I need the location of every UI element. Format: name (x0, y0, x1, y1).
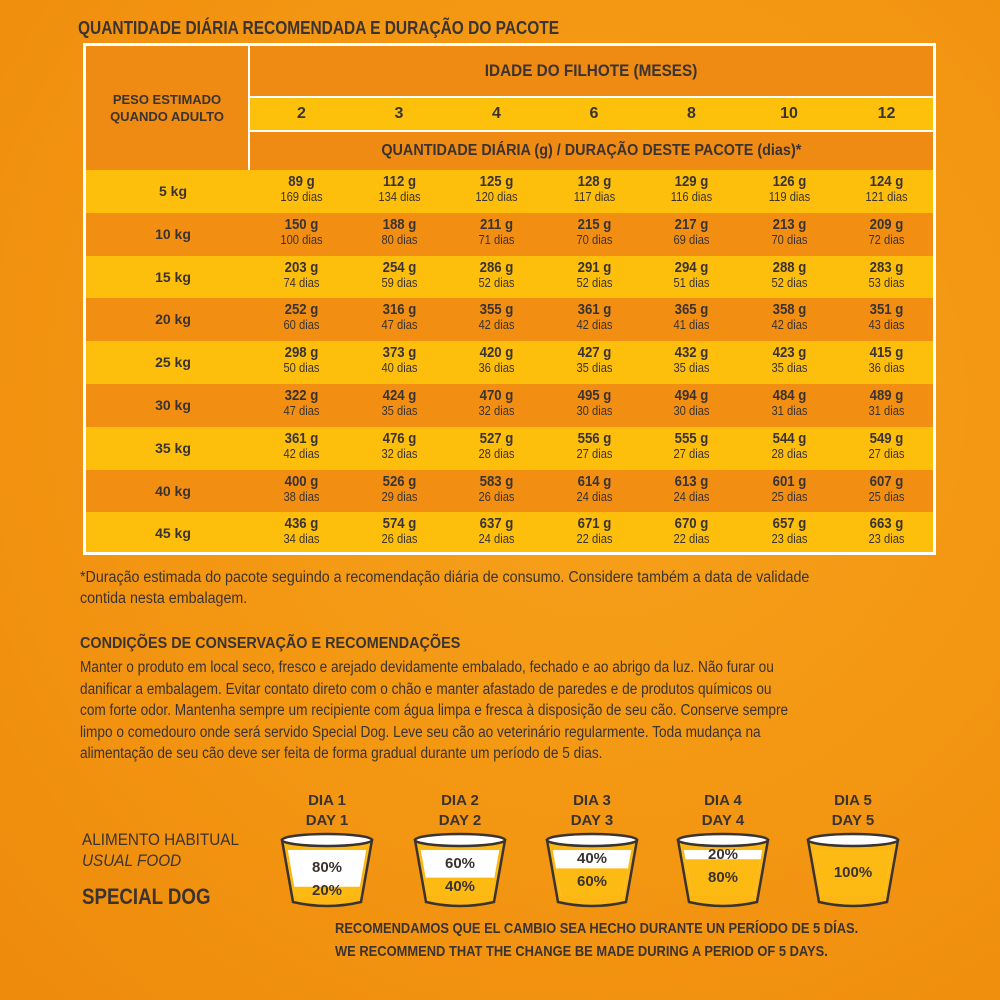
table-cell (448, 174, 545, 204)
daily-grams: 424 g (382, 387, 416, 404)
daily-grams: 415 g (869, 344, 904, 362)
package-days: 52 dias (770, 274, 808, 290)
bowl-rim (282, 834, 372, 846)
package-days: 36 dias (478, 360, 515, 376)
table-cell (741, 302, 838, 332)
day-label (405, 791, 515, 831)
table-cell (546, 302, 643, 332)
table-cell (253, 174, 350, 204)
package-days: 119 dias (768, 189, 810, 204)
daily-grams: 423 g (772, 344, 806, 362)
bowl-rim (547, 834, 637, 846)
row-weight: 30 kg (155, 397, 191, 413)
daily-grams: 286 g (479, 258, 514, 276)
month-header: 10 (780, 105, 798, 122)
package-days: 72 dias (868, 231, 905, 247)
package-days: 32 dias (380, 445, 418, 461)
table-cell (448, 302, 545, 332)
package-days: 40 dias (380, 360, 418, 376)
table-cell (546, 474, 643, 504)
day-label-en: DAY 4 (701, 812, 745, 829)
package-days: 52 dias (575, 274, 613, 290)
package-days: 59 dias (380, 274, 418, 290)
daily-grams: 252 g (284, 301, 319, 319)
daily-grams: 124 g (869, 173, 904, 190)
row-weight: 20 kg (155, 311, 191, 328)
daily-grams: 670 g (674, 515, 709, 533)
table-cell (643, 431, 740, 461)
daily-grams: 112 g (382, 173, 416, 190)
package-days: 29 dias (380, 488, 418, 504)
package-days: 31 dias (868, 403, 905, 418)
daily-grams: 209 g (869, 215, 904, 233)
package-days: 28 dias (770, 445, 808, 461)
daily-grams: 427 g (577, 344, 611, 362)
table-cell (643, 388, 740, 418)
table-cell (643, 302, 740, 332)
daily-grams: 351 g (869, 301, 904, 319)
bowl-graphic (542, 828, 642, 908)
table-cell (448, 431, 545, 461)
table-cell (448, 388, 545, 418)
daily-grams: 361 g (577, 301, 611, 319)
food-bowl (277, 828, 377, 908)
usual-food-percent: 60% (444, 854, 476, 872)
table-cell (643, 516, 740, 546)
daily-grams: 294 g (674, 258, 709, 276)
daily-grams: 213 g (772, 215, 806, 233)
daily-grams: 150 g (284, 215, 319, 233)
table-cell (546, 345, 643, 375)
table-cell (448, 217, 545, 247)
package-days: 36 dias (868, 360, 905, 376)
months-row (250, 96, 933, 132)
table-cell (351, 217, 448, 247)
recommendation-en-text: WE RECOMMEND THAT THE CHANGE BE MADE DURING A PERIOD OF 5 DAYS. (335, 943, 828, 960)
daily-grams: 322 g (284, 387, 319, 404)
daily-grams: 188 g (382, 215, 416, 233)
table-cell (741, 174, 838, 204)
footnote-line: *Duração estimada do pacote seguindo a recomendação diária de consumo. Considere também a data de validade (80, 569, 810, 586)
package-days: 23 dias (770, 531, 808, 547)
daily-grams: 254 g (382, 258, 416, 276)
package-days: 27 dias (575, 445, 613, 461)
package-days: 120 dias (475, 189, 518, 204)
package-days: 47 dias (283, 403, 320, 418)
package-days: 35 dias (673, 360, 710, 376)
table-row (86, 427, 933, 470)
daily-grams: 495 g (577, 387, 611, 404)
month-header: 2 (297, 105, 306, 122)
daily-grams: 614 g (577, 472, 611, 490)
table-cell (253, 474, 350, 504)
month-header: 6 (589, 105, 599, 122)
package-days: 69 dias (673, 231, 710, 247)
usual-food-pt: ALIMENTO HABITUAL (82, 830, 240, 849)
package-days: 41 dias (673, 317, 710, 333)
day-label-en: DAY 2 (438, 812, 482, 829)
conditions-line: limpo o comedouro onde será servido Special Dog. Leve seu cão ao veterinário regularmente. Toda mudança na (80, 723, 761, 741)
table-cell (351, 388, 448, 418)
month-header: 8 (687, 105, 696, 122)
daily-grams: 400 g (284, 472, 319, 490)
package-days: 32 dias (478, 403, 515, 418)
table-cell (838, 260, 935, 290)
table-cell (643, 174, 740, 204)
day-label (798, 791, 908, 831)
daily-grams: 355 g (479, 301, 514, 319)
age-header (250, 46, 933, 96)
bowl-rim (808, 834, 898, 846)
package-days: 22 dias (673, 531, 710, 547)
package-days: 121 dias (865, 189, 908, 204)
table-cell (253, 516, 350, 546)
table-cell (351, 345, 448, 375)
table-cell (838, 174, 935, 204)
package-days: 70 dias (575, 231, 613, 247)
package-days: 117 dias (573, 189, 615, 204)
table-cell (253, 260, 350, 290)
daily-grams: 215 g (577, 215, 611, 233)
table-cell (351, 474, 448, 504)
package-days: 26 dias (478, 488, 515, 504)
usual-food-en: USUAL FOOD (82, 851, 182, 870)
daily-grams: 298 g (284, 344, 319, 362)
row-weight: 45 kg (155, 525, 191, 542)
food-bowl (542, 828, 642, 908)
package-days: 25 dias (770, 488, 808, 504)
day-label-pt: DIA 4 (704, 792, 742, 809)
table-cell (838, 474, 935, 504)
conditions-text (80, 657, 915, 765)
table-cell (838, 217, 935, 247)
daily-grams: 526 g (382, 472, 416, 490)
table-cell (741, 260, 838, 290)
daily-grams: 556 g (577, 429, 611, 447)
package-days: 60 dias (283, 317, 320, 333)
recommendation-es (335, 920, 975, 937)
row-weight: 25 kg (155, 354, 191, 371)
table-cell (838, 388, 935, 418)
table-cell (253, 345, 350, 375)
food-bowl (410, 828, 510, 908)
daily-grams: 657 g (772, 515, 806, 533)
table-cell (741, 345, 838, 375)
table-row (86, 213, 933, 256)
special-dog-percent: 80% (707, 868, 739, 886)
table-row (86, 384, 933, 427)
package-days: 43 dias (868, 317, 905, 333)
table-cell (546, 260, 643, 290)
usual-food-percent: 80% (311, 859, 343, 877)
table-cell (643, 217, 740, 247)
conditions-title: CONDIÇÕES DE CONSERVAÇÃO E RECOMENDAÇÕES (80, 635, 461, 652)
food-bowl (673, 828, 773, 908)
day-label-pt: DIA 1 (308, 792, 346, 809)
row-weight: 5 kg (158, 183, 187, 199)
special-dog-percent: 60% (576, 873, 608, 891)
package-days: 27 dias (673, 445, 710, 461)
month-header: 12 (877, 105, 896, 122)
package-days: 47 dias (380, 317, 418, 333)
month-header: 3 (394, 105, 404, 122)
package-days: 42 dias (575, 317, 613, 333)
package-days: 53 dias (868, 274, 905, 290)
daily-grams: 217 g (674, 215, 709, 233)
package-days: 100 dias (280, 231, 323, 247)
daily-grams: 125 g (479, 173, 514, 190)
table-cell (351, 516, 448, 546)
table-cell (741, 388, 838, 418)
conditions-line: Manter o produto em local seco, fresco e arejado devidamente embalado, fechado e ao abrigo da luz. Não furar ou (80, 659, 774, 676)
special-dog-percent: 40% (444, 877, 476, 895)
package-days: 26 dias (380, 531, 418, 547)
usual-food-percent: 40% (576, 850, 608, 868)
recommendation-es-text: RECOMENDAMOS QUE EL CAMBIO SEA HECHO DURANTE UN PERÍODO DE 5 DÍAS. (335, 920, 859, 937)
footnote (80, 567, 930, 609)
conditions-line: com forte odor. Mantenha sempre um recipiente com água limpa e fresca à disposição de seu cão. Conserve sempre (80, 702, 789, 719)
footnote-line: contida nesta embalagem. (80, 590, 248, 607)
table-row (86, 512, 933, 555)
package-days: 34 dias (283, 531, 320, 547)
weight-column-header (86, 46, 250, 170)
table-cell (546, 174, 643, 204)
package-days: 24 dias (673, 488, 710, 504)
daily-grams: 436 g (284, 515, 319, 533)
table-cell (448, 516, 545, 546)
table-cell (838, 516, 935, 546)
daily-grams: 89 g (288, 173, 315, 190)
age-header-text: IDADE DO FILHOTE (MESES) (485, 61, 698, 80)
table-row (86, 256, 933, 299)
daily-grams: 555 g (674, 429, 709, 447)
daily-grams: 316 g (382, 301, 416, 319)
weight-column-header-text: PESO ESTIMADO QUANDO ADULTO (110, 92, 224, 124)
table-row (86, 470, 933, 513)
table-cell (253, 388, 350, 418)
package-days: 80 dias (380, 231, 418, 247)
daily-grams: 358 g (772, 301, 806, 319)
table-cell (351, 260, 448, 290)
package-days: 24 dias (575, 488, 613, 504)
day-label (668, 791, 778, 831)
daily-grams: 663 g (869, 515, 904, 533)
page-title-text: QUANTIDADE DIÁRIA RECOMENDADA E DURAÇÃO DO PACOTE (78, 18, 560, 38)
row-weight: 40 kg (155, 482, 191, 499)
table-cell (741, 431, 838, 461)
table-cell (741, 217, 838, 247)
package-days: 24 dias (478, 531, 515, 547)
table-cell (643, 260, 740, 290)
daily-grams: 544 g (772, 429, 806, 447)
package-days: 42 dias (283, 445, 320, 461)
usual-food-label (82, 829, 256, 871)
daily-grams: 470 g (479, 387, 514, 404)
package-days: 30 dias (575, 403, 613, 418)
package-days: 28 dias (478, 445, 515, 461)
table-row (86, 170, 933, 213)
row-weight: 10 kg (155, 225, 191, 242)
feeding-table (83, 43, 936, 555)
daily-grams: 637 g (479, 515, 514, 533)
day-label-pt: DIA 5 (834, 792, 872, 809)
daily-grams: 432 g (674, 344, 709, 362)
package-days: 35 dias (380, 403, 418, 418)
daily-grams: 607 g (869, 472, 904, 490)
package-days: 74 dias (283, 274, 320, 290)
daily-grams: 613 g (674, 472, 709, 490)
row-weight: 15 kg (155, 268, 191, 285)
daily-grams: 361 g (284, 429, 319, 447)
table-cell (546, 217, 643, 247)
conditions-line: danificar a embalagem. Evitar contato direto com o chão e manter afastado de paredes e de produtos químicos ou (80, 680, 772, 698)
daily-grams: 484 g (772, 387, 806, 404)
daily-grams: 373 g (382, 344, 416, 362)
daily-grams: 291 g (577, 258, 611, 276)
table-cell (643, 345, 740, 375)
daily-grams: 583 g (479, 472, 514, 490)
day-label-en: DAY 5 (831, 812, 875, 829)
recommendation-en (335, 943, 975, 960)
daily-grams: 283 g (869, 258, 904, 276)
package-days: 23 dias (868, 531, 905, 547)
table-cell (838, 431, 935, 461)
package-days: 42 dias (478, 317, 515, 333)
daily-grams: 129 g (674, 173, 709, 190)
daily-grams: 211 g (479, 215, 514, 233)
table-cell (643, 474, 740, 504)
table-cell (253, 302, 350, 332)
page-title (78, 18, 637, 39)
daily-grams: 671 g (577, 515, 611, 533)
package-days: 42 dias (770, 317, 808, 333)
daily-grams: 420 g (479, 344, 514, 362)
daily-grams: 494 g (674, 387, 709, 404)
table-row (86, 341, 933, 384)
table-cell (838, 345, 935, 375)
package-days: 22 dias (575, 531, 613, 547)
daily-grams: 126 g (772, 173, 806, 190)
special-dog-percent: 100% (833, 864, 873, 881)
table-cell (546, 431, 643, 461)
package-days: 35 dias (575, 360, 613, 376)
table-cell (253, 217, 350, 247)
table-cell (253, 431, 350, 461)
quantity-header-text: QUANTIDADE DIÁRIA (g) / DURAÇÃO DESTE PACOTE (dias)* (381, 142, 802, 159)
special-dog-percent: 20% (311, 882, 343, 900)
daily-grams: 128 g (577, 173, 611, 190)
package-days: 169 dias (280, 189, 323, 204)
table-cell (741, 474, 838, 504)
table-cell (351, 431, 448, 461)
package-days: 70 dias (770, 231, 808, 247)
day-label-pt: DIA 2 (441, 792, 479, 809)
bowl-rim (415, 834, 505, 846)
daily-grams: 489 g (869, 387, 904, 404)
table-row (86, 298, 933, 341)
conditions-line: alimentação de seu cão deve ser feita de forma gradual durante um período de 5 dias. (80, 745, 603, 762)
month-header: 4 (492, 105, 501, 122)
table-cell (741, 516, 838, 546)
package-days: 50 dias (283, 360, 320, 376)
row-weight: 35 kg (155, 439, 191, 456)
usual-food-percent: 20% (707, 845, 739, 863)
daily-grams: 601 g (772, 472, 806, 490)
table-cell (546, 388, 643, 418)
daily-grams: 365 g (674, 301, 709, 319)
package-days: 27 dias (868, 445, 905, 461)
table-cell (351, 174, 448, 204)
package-days: 71 dias (478, 231, 515, 247)
brand-label: SPECIAL DOG (82, 884, 211, 909)
bowl-rim (678, 834, 768, 846)
package-days: 35 dias (770, 360, 808, 376)
daily-grams: 549 g (869, 429, 904, 447)
food-bowl (803, 828, 903, 908)
package-days: 134 dias (377, 189, 421, 204)
day-label (537, 791, 647, 831)
table-cell (448, 345, 545, 375)
package-days: 31 dias (770, 403, 808, 418)
package-days: 30 dias (673, 403, 710, 418)
day-label-en: DAY 3 (570, 812, 614, 829)
table-cell (546, 516, 643, 546)
daily-grams: 288 g (772, 258, 806, 276)
package-days: 38 dias (283, 488, 320, 504)
daily-grams: 476 g (382, 429, 416, 447)
table-cell (351, 302, 448, 332)
table-cell (448, 474, 545, 504)
day-label-pt: DIA 3 (573, 792, 611, 809)
package-days: 51 dias (673, 274, 710, 290)
day-label (272, 791, 382, 831)
table-cell (448, 260, 545, 290)
table-cell (838, 302, 935, 332)
package-days: 116 dias (670, 189, 713, 204)
package-days: 52 dias (478, 274, 515, 290)
daily-grams: 574 g (382, 515, 416, 533)
package-days: 25 dias (868, 488, 905, 504)
daily-grams: 203 g (284, 258, 319, 276)
quantity-header (250, 132, 933, 170)
daily-grams: 527 g (479, 429, 514, 447)
day-label-en: DAY 1 (305, 812, 349, 829)
